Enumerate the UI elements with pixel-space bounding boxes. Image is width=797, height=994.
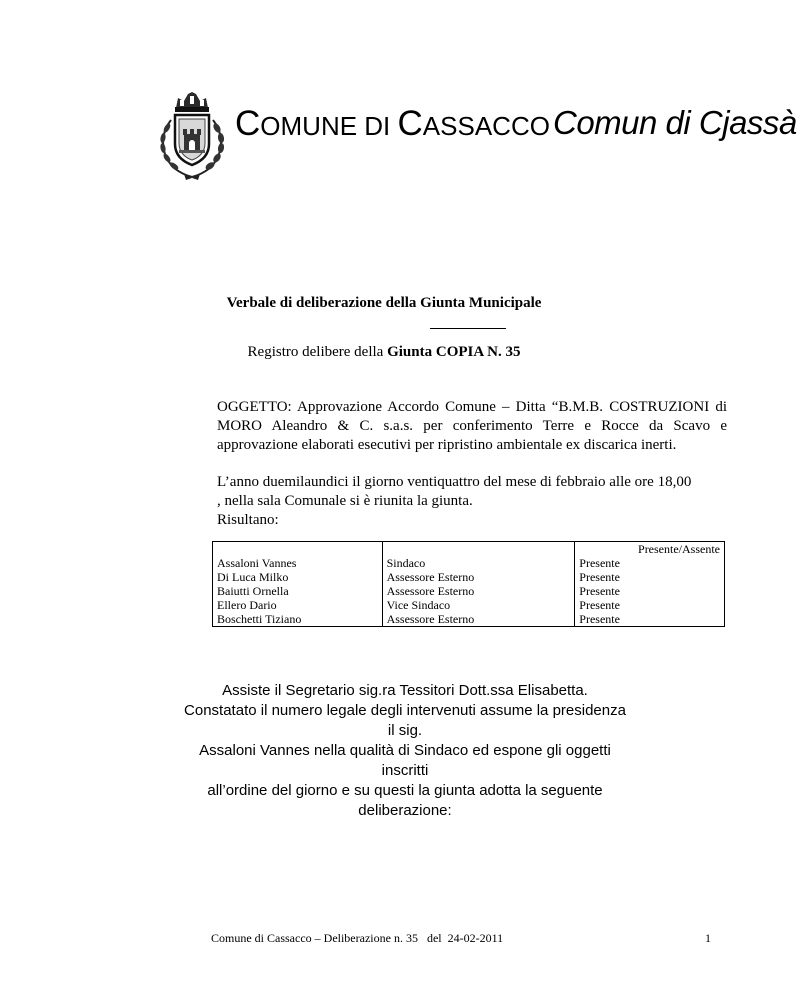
municipal-coat-of-arms-icon bbox=[158, 92, 226, 182]
title-word-2: ASSACCO bbox=[422, 111, 550, 141]
closing-line-4: all’ordine del giorno e su questi la giunta adotta la seguente deliberazione: bbox=[207, 782, 603, 819]
member-name: Baiutti Ornella bbox=[213, 584, 383, 598]
title-initial-2: C bbox=[397, 104, 423, 143]
member-status: Presente bbox=[575, 570, 725, 584]
table-row bbox=[213, 584, 725, 598]
heading-underline bbox=[430, 328, 506, 329]
title-word-1: OMUNE DI bbox=[260, 111, 398, 141]
table-row bbox=[213, 570, 725, 584]
registry-line bbox=[0, 344, 768, 361]
document-heading: Verbale di deliberazione della Giunta Municipale bbox=[226, 295, 542, 311]
municipality-title bbox=[235, 104, 550, 144]
member-role: Sindaco bbox=[382, 556, 575, 570]
intro-line-1: L’anno duemilaundici il giorno ventiquattro del mese di febbraio alle ore 18,00 bbox=[217, 474, 692, 490]
member-status: Presente bbox=[575, 584, 725, 598]
member-name: Assaloni Vannes bbox=[213, 556, 383, 570]
title-initial-1: C bbox=[235, 104, 261, 143]
closing-line-1: Assiste il Segretario sig.ra Tessitori Dott.ssa Elisabetta. bbox=[222, 682, 588, 699]
member-name: Ellero Dario bbox=[213, 598, 383, 612]
member-name: Di Luca Milko bbox=[213, 570, 383, 584]
member-role: Assessore Esterno bbox=[382, 612, 575, 627]
attendance-table bbox=[212, 541, 725, 627]
closing-paragraph bbox=[180, 681, 630, 821]
closing-line-2: Constatato il numero legale degli intervenuti assume la presidenza il sig. bbox=[184, 702, 626, 739]
member-role: Assessore Esterno bbox=[382, 570, 575, 584]
member-status: Presente bbox=[575, 598, 725, 612]
table-row bbox=[213, 598, 725, 612]
member-status: Presente bbox=[575, 612, 725, 627]
intro-line-2: , nella sala Comunale si è riunita la giunta. bbox=[217, 493, 473, 509]
registry-number: Giunta COPIA N. 35 bbox=[387, 344, 521, 360]
member-role: Assessore Esterno bbox=[382, 584, 575, 598]
header-status-cell: Presente/Assente bbox=[575, 542, 725, 557]
member-status: Presente bbox=[575, 556, 725, 570]
table-row bbox=[213, 556, 725, 570]
intro-paragraph bbox=[217, 473, 727, 530]
municipality-title-friulian: Comun di Cjassà bbox=[553, 104, 797, 141]
registry-prefix: Registro delibere della bbox=[247, 344, 388, 360]
page-footer: Comune di Cassacco – Deliberazione n. 35 del 24-02-2011 bbox=[211, 931, 504, 945]
member-role: Vice Sindaco bbox=[382, 598, 575, 612]
member-name: Boschetti Tiziano bbox=[213, 612, 383, 627]
table-header-row bbox=[213, 542, 725, 557]
header-name-cell bbox=[213, 542, 383, 557]
intro-line-3: Risultano: bbox=[217, 512, 279, 528]
subject-paragraph: OGGETTO: Approvazione Accordo Comune – Ditta “B.M.B. COSTRUZIONI di MORO Aleandro & C. s.a.s. per conferimento Terre e Rocce da Scavo e approvazione elaborati esecutivi per ripristino ambientale ex discarica inerti. bbox=[217, 399, 727, 453]
table-row bbox=[213, 612, 725, 627]
closing-line-3: Assaloni Vannes nella qualità di Sindaco ed espone gli oggetti inscritti bbox=[199, 742, 611, 779]
header-role-cell bbox=[382, 542, 575, 557]
page-number: 1 bbox=[705, 931, 711, 945]
